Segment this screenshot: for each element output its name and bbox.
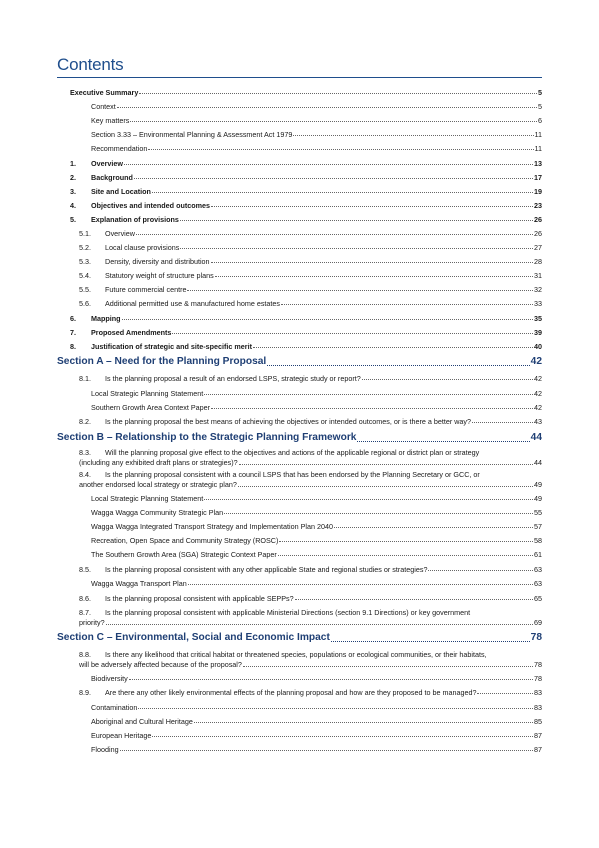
toc-entry-label: Overview xyxy=(91,159,123,168)
toc-entry-label: Is the planning proposal consistent with any other applicable State and regional studies or strategies? xyxy=(105,565,428,574)
toc-entry[interactable] xyxy=(91,717,542,726)
toc-entry-number: 8.2. xyxy=(79,417,91,426)
dot-leader xyxy=(136,234,533,235)
toc-entry-page: 32 xyxy=(534,285,542,294)
toc-entry-page: 11 xyxy=(534,144,542,153)
toc-entry[interactable] xyxy=(70,88,542,97)
toc-entry-label: Is the planning proposal consistent with a council LSPS that has been endorsed by the Planning Secretary or GCC, or xyxy=(105,470,480,479)
toc-entry-number: 5.6. xyxy=(79,299,91,308)
dot-leader xyxy=(152,192,533,193)
dot-leader xyxy=(239,464,533,465)
toc-entry[interactable] xyxy=(79,257,542,266)
toc-entry[interactable] xyxy=(70,328,542,337)
dot-leader xyxy=(279,541,533,542)
toc-entry-line xyxy=(79,480,542,490)
toc-entry[interactable] xyxy=(91,550,542,559)
toc-entry-number: 8.6. xyxy=(79,594,91,603)
toc-entry[interactable] xyxy=(91,116,542,125)
dot-leader xyxy=(106,624,533,625)
toc-entry-label: Wagga Wagga Community Strategic Plan xyxy=(91,508,224,517)
toc-entry[interactable] xyxy=(70,187,542,196)
toc-entry-label-continued: another endorsed local strategy or strategic plan? xyxy=(79,479,237,489)
toc-entry[interactable] xyxy=(79,285,542,294)
dot-leader xyxy=(120,750,533,751)
toc-entry-label-continued: priority? xyxy=(79,617,105,627)
toc-entry-line xyxy=(79,618,542,628)
dot-leader xyxy=(188,584,533,585)
toc-entry-label: Section A – Need for the Planning Proposal xyxy=(57,356,267,367)
dot-leader xyxy=(238,486,533,487)
toc-entry[interactable] xyxy=(91,745,542,754)
toc-entry-page: 83 xyxy=(534,688,542,697)
toc-entry-page: 49 xyxy=(534,479,542,489)
toc-entry-label: Executive Summary xyxy=(70,88,139,97)
toc-entry-number: 5. xyxy=(70,215,76,224)
toc-entry-line xyxy=(79,660,542,670)
toc-entry-label: Is the planning proposal consistent with applicable Ministerial Directions (section 9.1 Directions) or key government xyxy=(105,608,471,617)
dot-leader xyxy=(139,93,537,94)
toc-entry[interactable] xyxy=(70,201,542,210)
toc-entry-number: 1. xyxy=(70,159,76,168)
toc-entry-label-continued: (including any exhibited draft plans or strategies)? xyxy=(79,457,238,467)
toc-entry-label: Context xyxy=(91,102,116,111)
toc-entry-label: Future commercial centre xyxy=(105,285,187,294)
toc-entry-label-continued: will be adversely affected because of the proposal? xyxy=(79,659,242,669)
dot-leader xyxy=(148,149,533,150)
toc-entry-page: 28 xyxy=(534,257,542,266)
toc-entry-label: Wagga Wagga Transport Plan xyxy=(91,579,187,588)
toc-entry[interactable] xyxy=(79,448,542,467)
dot-leader xyxy=(180,248,533,249)
toc-entry-page: 5 xyxy=(538,88,542,97)
toc-entry-page: 17 xyxy=(534,173,542,182)
dot-leader xyxy=(357,441,529,442)
toc-entry[interactable] xyxy=(91,130,542,139)
toc-entry[interactable] xyxy=(70,342,542,351)
dot-leader xyxy=(281,304,533,305)
toc-entry[interactable] xyxy=(91,536,542,545)
toc-entry-label: Recreation, Open Space and Community Strategy (ROSC) xyxy=(91,536,279,545)
toc-entry-number: 7. xyxy=(70,328,76,337)
toc-entry-page: 27 xyxy=(534,243,542,252)
toc-entry-page: 42 xyxy=(534,403,542,412)
toc-entry-number: 5.1. xyxy=(79,229,91,238)
toc-entry[interactable] xyxy=(79,271,542,280)
dot-leader xyxy=(293,135,533,136)
dot-leader xyxy=(211,262,533,263)
toc-entry-page: 58 xyxy=(534,536,542,545)
dot-leader xyxy=(204,499,533,500)
toc-entry-page: 85 xyxy=(534,717,542,726)
dot-leader xyxy=(215,276,533,277)
toc-entry-page: 55 xyxy=(534,508,542,517)
toc-entry-page: 78 xyxy=(530,632,542,643)
toc-entry-label: Background xyxy=(91,173,133,182)
dot-leader xyxy=(138,708,533,709)
toc-entry[interactable] xyxy=(91,579,542,588)
toc-entry-page: 5 xyxy=(538,102,542,111)
toc-section-heading[interactable] xyxy=(57,432,542,445)
toc-entry[interactable] xyxy=(91,389,542,398)
toc-entry-label: Additional permitted use & manufactured home estates xyxy=(105,299,280,308)
toc-section-heading[interactable] xyxy=(57,356,542,369)
toc-entry[interactable] xyxy=(91,403,542,412)
toc-entry-number: 8. xyxy=(70,342,76,351)
dot-leader xyxy=(117,107,537,108)
toc-entry-page: 78 xyxy=(534,659,542,669)
toc-entry-page: 44 xyxy=(530,432,542,443)
dot-leader xyxy=(194,722,533,723)
toc-entry[interactable] xyxy=(70,173,542,182)
toc-entry-page: 23 xyxy=(534,201,542,210)
toc-entry-label: Proposed Amendments xyxy=(91,328,172,337)
dot-leader xyxy=(172,333,533,334)
toc-entry-page: 42 xyxy=(530,356,542,367)
toc-entry[interactable] xyxy=(91,508,542,517)
toc-entry-number: 8.4. xyxy=(79,470,91,479)
toc-entry-number: 4. xyxy=(70,201,76,210)
toc-entry-number: 8.3. xyxy=(79,448,91,457)
toc-entry[interactable] xyxy=(70,215,542,224)
toc-entry[interactable] xyxy=(70,159,542,168)
toc-entry-page: 31 xyxy=(534,271,542,280)
toc-entry-label: Aboriginal and Cultural Heritage xyxy=(91,717,193,726)
toc-entry-label: Is there any likelihood that critical habitat or threatened species, populations or ecological communities, or their habitats, xyxy=(105,650,487,659)
toc-entry-number: 5.2. xyxy=(79,243,91,252)
toc-entry-label: Objectives and intended outcomes xyxy=(91,201,211,210)
dot-leader xyxy=(224,513,533,514)
dot-leader xyxy=(152,736,533,737)
toc-entry-label: Explanation of provisions xyxy=(91,215,179,224)
toc-entry-number: 5.5. xyxy=(79,285,91,294)
toc-entry-line xyxy=(79,650,542,660)
toc-entry-label: Local Strategic Planning Statement xyxy=(91,389,204,398)
toc-section-heading[interactable] xyxy=(57,632,542,645)
toc-entry-line xyxy=(79,448,542,458)
toc-entry[interactable] xyxy=(70,314,542,323)
toc-entry-line xyxy=(79,470,542,480)
toc-entry-label: Southern Growth Area Context Paper xyxy=(91,403,211,412)
toc-entry-label: Section C – Environmental, Social and Economic Impact xyxy=(57,632,330,643)
dot-leader xyxy=(180,220,533,221)
toc-entry-label: Is the planning proposal the best means of achieving the objectives or intended outcomes, or is there a better way? xyxy=(105,417,471,426)
dot-leader xyxy=(129,679,533,680)
dot-leader xyxy=(295,599,533,600)
dot-leader xyxy=(428,570,533,571)
toc-entry-label: Are there any other likely environmental effects of the planning proposal and how are they proposed to be managed? xyxy=(105,688,477,697)
toc-entry-label: Contamination xyxy=(91,703,138,712)
dot-leader xyxy=(472,422,533,423)
toc-entry[interactable] xyxy=(91,522,542,531)
toc-entry-label: Key matters xyxy=(91,116,130,125)
toc-entry[interactable] xyxy=(79,243,542,252)
toc-entry-label: Will the planning proposal give effect to the objectives and actions of the applicable regional or district plan or strategy xyxy=(105,448,480,457)
toc-entry-label: Statutory weight of structure plans xyxy=(105,271,214,280)
toc-entry[interactable] xyxy=(79,608,542,627)
toc-entry-page: 33 xyxy=(534,299,542,308)
toc-entry-line xyxy=(79,608,542,618)
toc-entry[interactable] xyxy=(91,731,542,740)
toc-entry-label: Flooding xyxy=(91,745,119,754)
toc-entry[interactable] xyxy=(79,650,542,669)
toc-entry-page: 26 xyxy=(534,215,542,224)
toc-entry[interactable] xyxy=(91,102,542,111)
dot-leader xyxy=(211,206,533,207)
page-title: Contents xyxy=(57,55,124,74)
dot-leader xyxy=(204,394,533,395)
toc-entry-label: Recommendation xyxy=(91,144,148,153)
toc-entry-number: 5.4. xyxy=(79,271,91,280)
toc-entry-page: 63 xyxy=(534,565,542,574)
dot-leader xyxy=(278,555,533,556)
toc-entry-page: 69 xyxy=(534,617,542,627)
toc-entry-page: 61 xyxy=(534,550,542,559)
toc-entry-number: 8.1. xyxy=(79,374,91,383)
dot-leader xyxy=(477,693,533,694)
dot-leader xyxy=(267,365,529,366)
dot-leader xyxy=(331,641,530,642)
toc-entry-page: 19 xyxy=(534,187,542,196)
toc-entry-label: Is the planning proposal consistent with applicable SEPPs? xyxy=(105,594,294,603)
toc-entry-label: Section 3.33 – Environmental Planning & Assessment Act 1979 xyxy=(91,130,293,139)
toc-entry-label: European Heritage xyxy=(91,731,152,740)
toc-entry[interactable] xyxy=(79,470,542,489)
toc-entry-label: Wagga Wagga Integrated Transport Strategy and Implementation Plan 2040 xyxy=(91,522,333,531)
toc-entry-label: Overview xyxy=(105,229,135,238)
toc-entry-page: 83 xyxy=(534,703,542,712)
toc-entry-page: 11 xyxy=(534,130,542,139)
dot-leader xyxy=(187,290,533,291)
toc-entry-page: 26 xyxy=(534,229,542,238)
toc-entry[interactable] xyxy=(79,594,542,603)
toc-entry-page: 87 xyxy=(534,745,542,754)
toc-entry-page: 13 xyxy=(534,159,542,168)
toc-entry-number: 8.7. xyxy=(79,608,91,617)
toc-entry-number: 8.9. xyxy=(79,688,91,697)
toc-entry-page: 87 xyxy=(534,731,542,740)
toc-entry-label: Local Strategic Planning Statement xyxy=(91,494,204,503)
toc-entry-page: 6 xyxy=(538,116,542,125)
toc-entry-number: 8.5. xyxy=(79,565,91,574)
dot-leader xyxy=(134,178,533,179)
toc-entry-page: 65 xyxy=(534,594,542,603)
toc-entry-page: 63 xyxy=(534,579,542,588)
toc-entry-number: 2. xyxy=(70,173,76,182)
toc-entry-label: Justification of strategic and site-specific merit xyxy=(91,342,252,351)
toc-entry[interactable] xyxy=(91,703,542,712)
dot-leader xyxy=(362,379,533,380)
title-rule xyxy=(57,77,542,78)
toc-entry-label: Local clause provisions xyxy=(105,243,180,252)
toc-entry[interactable] xyxy=(79,299,542,308)
toc-entry-label: Section B – Relationship to the Strategic Planning Framework xyxy=(57,432,357,443)
toc-entry-number: 3. xyxy=(70,187,76,196)
dot-leader xyxy=(122,319,533,320)
toc-entry[interactable] xyxy=(79,688,542,697)
toc-entry-line xyxy=(79,458,542,468)
toc-entry[interactable] xyxy=(79,374,542,383)
toc-entry[interactable] xyxy=(91,674,542,683)
toc-entry-number: 6. xyxy=(70,314,76,323)
toc-entry[interactable] xyxy=(79,565,542,574)
dot-leader xyxy=(334,527,533,528)
dot-leader xyxy=(243,666,533,667)
dot-leader xyxy=(124,164,533,165)
toc-entry-page: 78 xyxy=(534,674,542,683)
toc-entry-label: Is the planning proposal a result of an endorsed LSPS, strategic study or report? xyxy=(105,374,361,383)
toc-entry-label: Density, diversity and distribution xyxy=(105,257,210,266)
toc-entry[interactable] xyxy=(79,229,542,238)
toc-entry-label: The Southern Growth Area (SGA) Strategic Context Paper xyxy=(91,550,277,559)
toc-entry-number: 5.3. xyxy=(79,257,91,266)
toc-entry-label: Mapping xyxy=(91,314,121,323)
toc-entry-page: 35 xyxy=(534,314,542,323)
toc-entry-page: 49 xyxy=(534,494,542,503)
toc-entry-page: 43 xyxy=(534,417,542,426)
dot-leader xyxy=(253,347,533,348)
toc-entry-label: Biodiversity xyxy=(91,674,128,683)
toc-entry[interactable] xyxy=(79,417,542,426)
toc-entry[interactable] xyxy=(91,494,542,503)
toc-entry-page: 44 xyxy=(534,457,542,467)
toc-entry-number: 8.8. xyxy=(79,650,91,659)
toc-entry-page: 39 xyxy=(534,328,542,337)
toc-entry-page: 57 xyxy=(534,522,542,531)
toc-entry-page: 40 xyxy=(534,342,542,351)
dot-leader xyxy=(130,121,537,122)
toc-entry[interactable] xyxy=(91,144,542,153)
dot-leader xyxy=(211,408,533,409)
toc-entry-page: 42 xyxy=(534,374,542,383)
toc-entry-label: Site and Location xyxy=(91,187,151,196)
toc-entry-page: 42 xyxy=(534,389,542,398)
